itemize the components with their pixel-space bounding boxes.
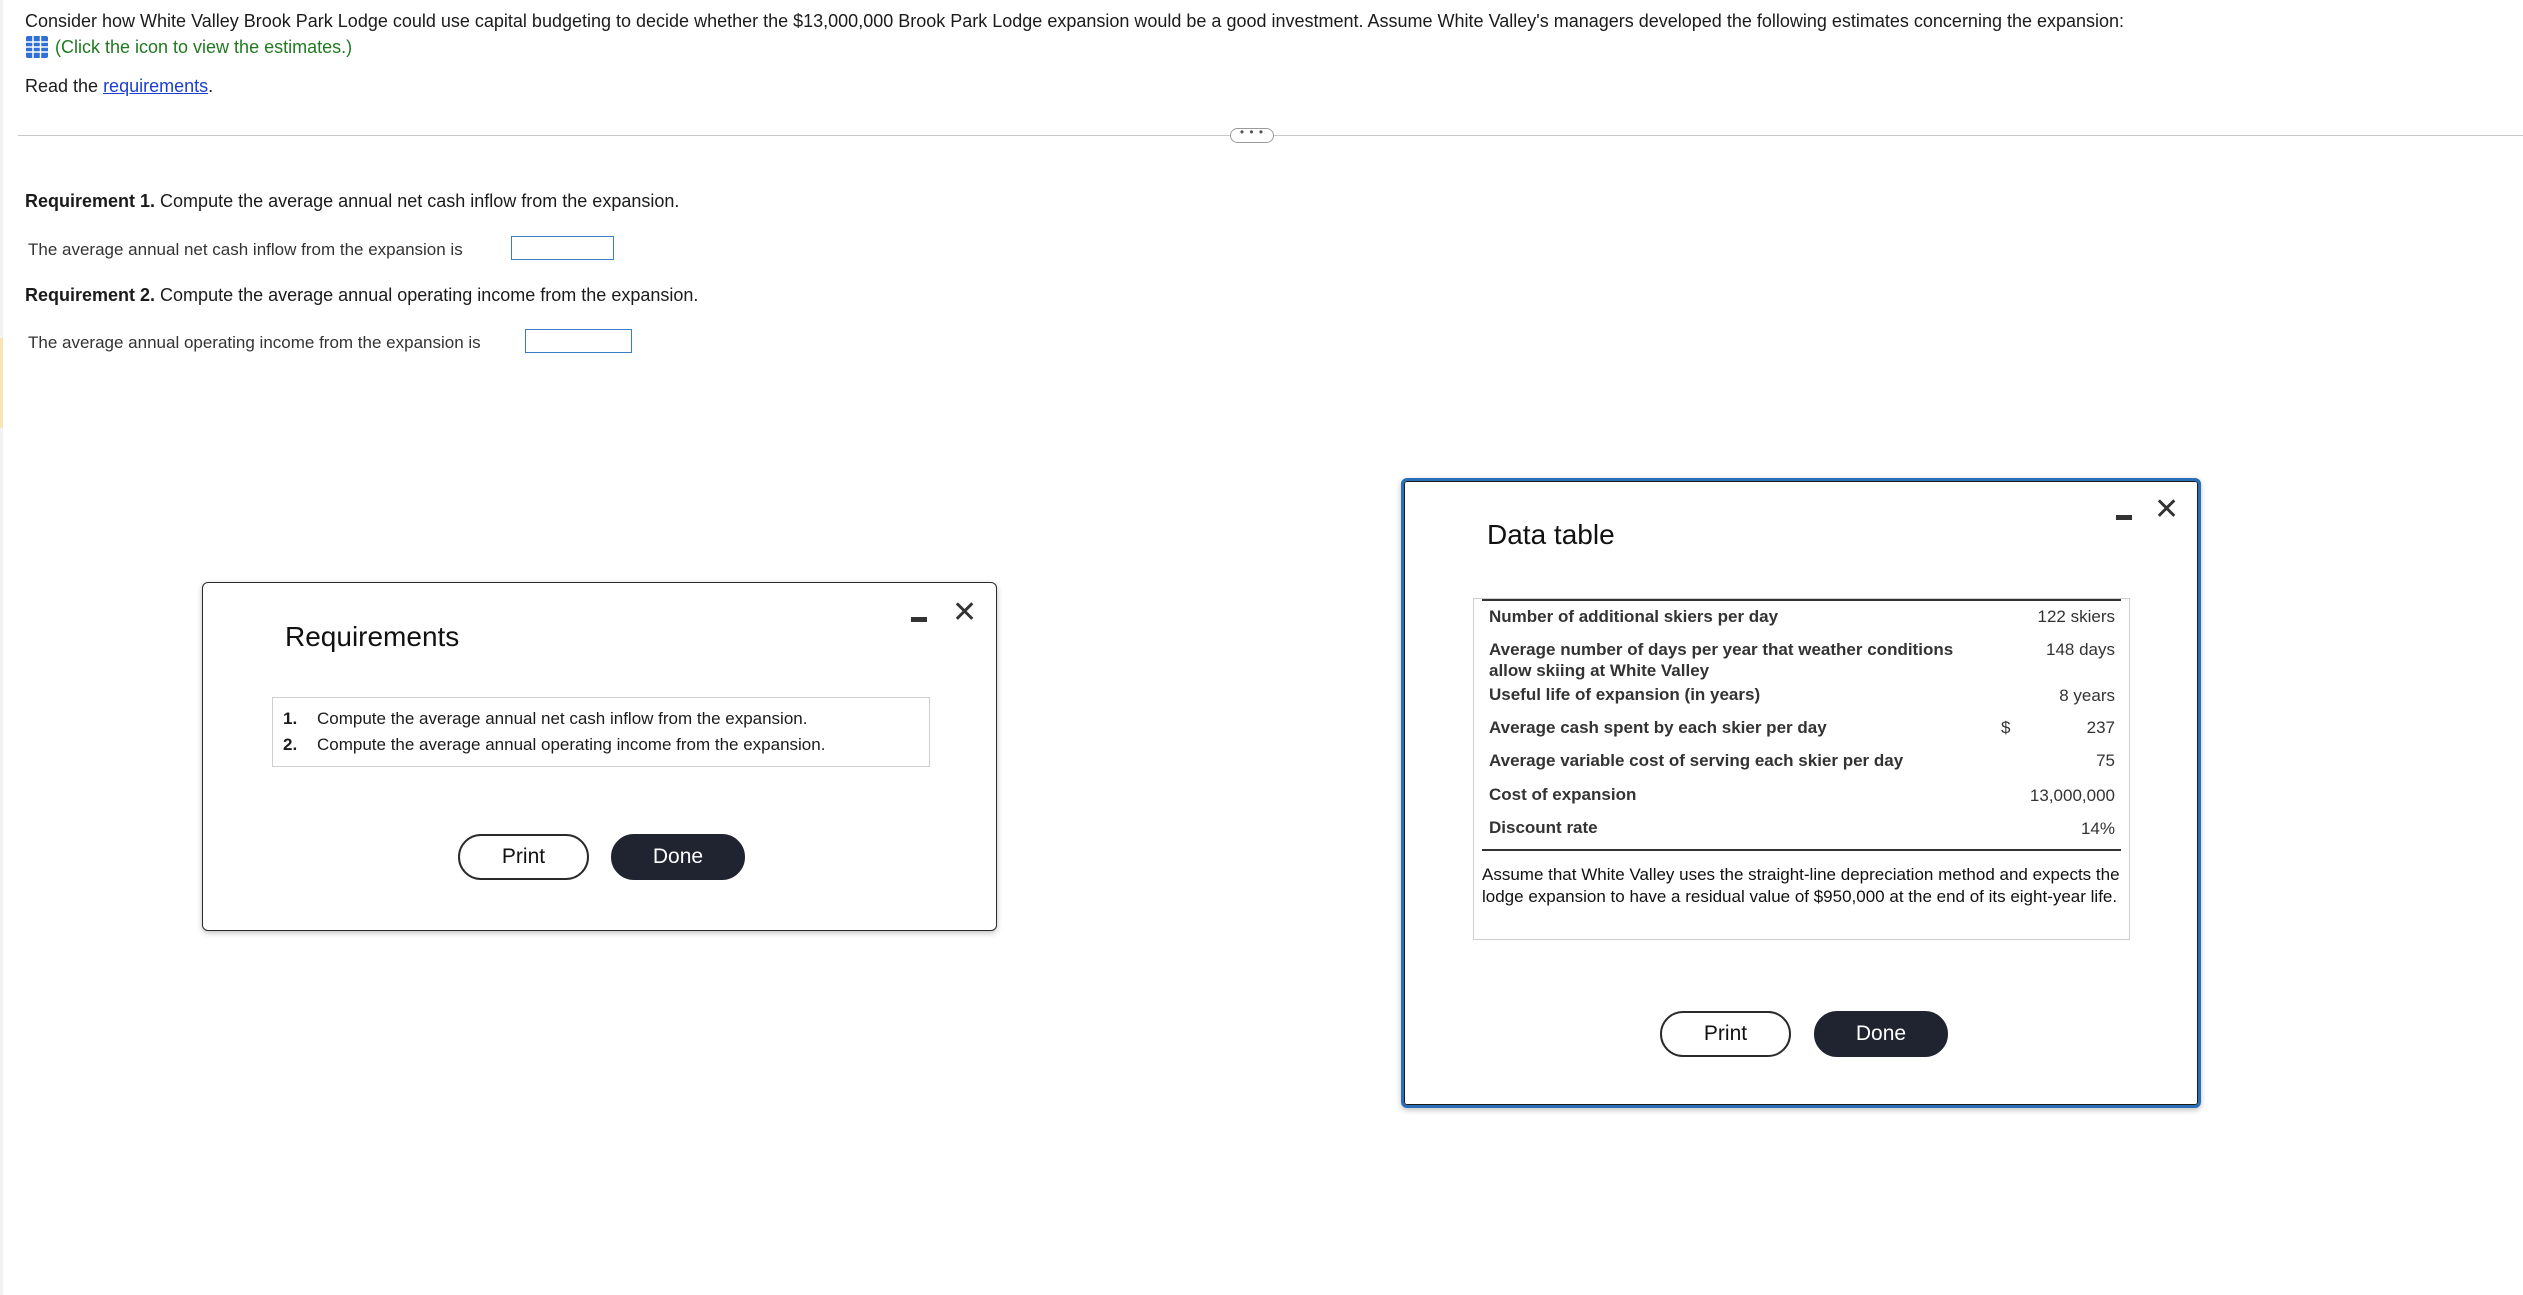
expand-more-button[interactable]: • • • [1230,128,1274,143]
left-edge [0,0,3,1295]
data-table [1473,598,2130,940]
table-row-value: 75 [2096,751,2115,770]
left-accent-marker [0,338,3,428]
list-item [283,706,919,732]
requirement-2-text: Compute the average annual operating income from the expansion. [155,285,699,305]
requirement-1-heading [25,191,679,212]
estimates-link-text[interactable]: (Click the icon to view the estimates.) [55,36,353,57]
close-icon[interactable]: ✕ [2154,493,2180,526]
net-cash-inflow-input[interactable] [511,236,614,260]
table-row-label: Average variable cost of serving each skier per day [1489,751,1904,770]
minimize-icon[interactable] [911,617,927,622]
data-table-title: Data table [1487,519,1615,550]
done-button[interactable]: Done [611,834,745,880]
requirement-2-heading [25,285,698,306]
list-item-text: Compute the average annual net cash inflow from the expansion. [317,709,808,728]
table-row-label: Cost of expansion [1489,785,1637,804]
read-prefix: Read the [25,76,104,96]
print-button[interactable]: Print [1660,1011,1791,1057]
table-grid-icon[interactable] [25,35,49,59]
done-button[interactable]: Done [1814,1011,1948,1057]
table-row-label: Average number of days per year that weather conditions allow skiing at White Valley [1489,640,1954,680]
minimize-icon[interactable] [2116,515,2132,520]
requirement-1-text: Compute the average annual net cash inflow from the expansion. [155,191,680,211]
list-item-number: 2. [283,735,298,754]
table-row-value: 148 days [2046,640,2115,659]
problem-intro: Consider how White Valley Brook Park Lodge could use capital budgeting to decide whether the $13,000,000 Brook Park Lodge expansion would be a good investment. Assume White Valley's managers developed the following estimates concerning the expansion: [25,11,2125,31]
read-suffix: . [208,76,214,96]
table-row-value: 237 [2086,718,2115,737]
table-row-currency: $ [2001,718,2011,737]
list-item-number: 1. [283,709,298,728]
list-item-text: Compute the average annual operating income from the expansion. [317,735,826,754]
print-button[interactable]: Print [458,834,589,880]
table-row-label: Number of additional skiers per day [1489,607,1779,626]
estimates-link[interactable] [25,35,352,59]
table-row-value: 14% [2080,819,2115,838]
table-row-value: 13,000,000 [2029,786,2115,805]
table-bottom-rule [1482,849,2121,851]
data-table-dialog [1401,478,2201,1108]
table-row-value: 122 skiers [2037,607,2115,626]
operating-income-input[interactable] [525,329,632,353]
table-top-rule [1482,599,2121,601]
table-row-label: Average cash spent by each skier per day [1489,718,1827,737]
close-icon[interactable]: ✕ [952,596,978,629]
requirement-1-label: Requirement 1. [25,191,156,211]
requirement-2-prompt: The average annual operating income from the expansion is [28,333,481,352]
table-row-label: Discount rate [1489,818,1598,837]
requirements-list [272,697,930,767]
table-row-value: 8 years [2059,686,2115,705]
requirement-2-label: Requirement 2. [25,285,156,305]
table-row-label: Useful life of expansion (in years) [1489,685,1761,704]
read-requirements-line [25,76,213,97]
requirements-link[interactable]: requirements [103,76,209,96]
requirements-dialog [202,582,997,931]
requirement-1-prompt: The average annual net cash inflow from the expansion is [28,240,463,259]
requirements-dialog-title: Requirements [285,621,460,652]
list-item [283,732,919,758]
depreciation-note: Assume that White Valley uses the straight-line depreciation method and expects the lodge expansion to have a residual value of $950,000 at the end of its eight-year life. [1482,865,2120,906]
